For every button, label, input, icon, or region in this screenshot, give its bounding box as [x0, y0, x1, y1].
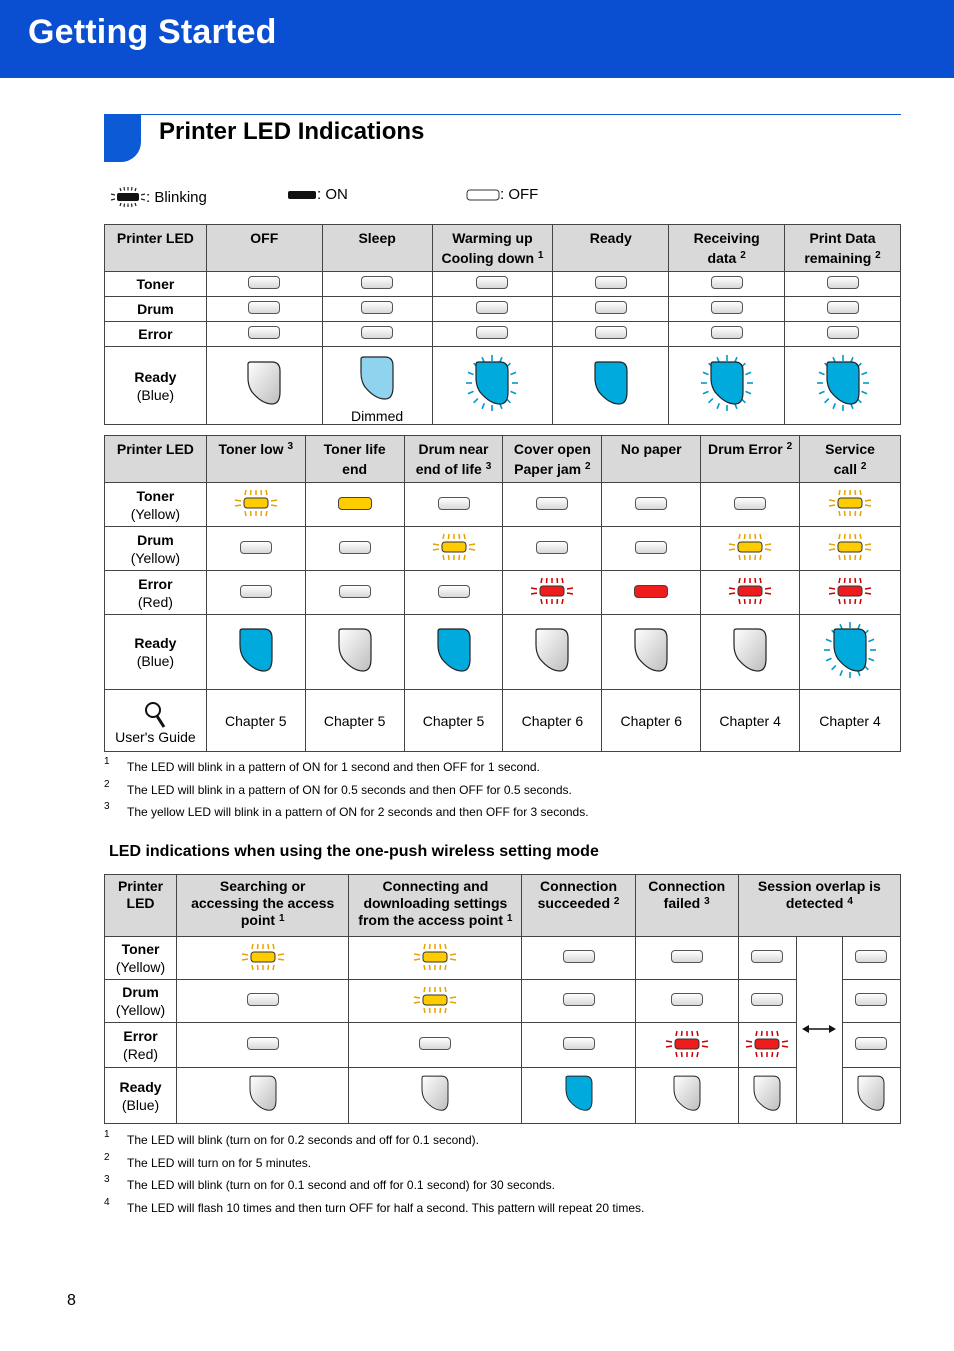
- footnote: [104, 1151, 894, 1172]
- footnote: [104, 1129, 894, 1149]
- led-blinking-icon: [240, 959, 286, 975]
- legend-on-label: : ON: [317, 186, 348, 203]
- led-off-icon: [248, 301, 280, 317]
- t1-cell: [206, 322, 322, 347]
- t1-header-0: Printer LED: [105, 225, 207, 272]
- led-off-icon: [240, 585, 272, 601]
- t2-row-label-1: Drum (Yellow): [105, 527, 207, 571]
- led-off-icon: [827, 326, 859, 342]
- led-blinking-icon: [664, 1046, 710, 1062]
- t3-cell: [635, 937, 738, 980]
- t2-cell: [503, 483, 602, 527]
- section-rule: [141, 114, 901, 115]
- t1-cell: [785, 272, 901, 297]
- led-off-icon: [827, 301, 859, 317]
- led-off-icon: [671, 950, 703, 966]
- footnote-number: 2: [104, 1151, 110, 1163]
- t2-cell: [503, 571, 602, 615]
- section-tab-marker: [104, 114, 141, 162]
- led-blinking-icon: [412, 1002, 458, 1018]
- t2-cell: [305, 571, 404, 615]
- led-off-icon: [339, 585, 371, 601]
- led-off-icon: [635, 497, 667, 513]
- t2-header-5: No paper: [602, 436, 701, 483]
- led-off-icon: [419, 1037, 451, 1053]
- t3-cell: [738, 980, 796, 1023]
- t1-cell: [206, 272, 322, 297]
- t2-header-3: Drum near end of life $^3$: [404, 436, 503, 483]
- t1-cell: [785, 297, 901, 322]
- led-off-icon: [671, 993, 703, 1009]
- legend-blinking: [110, 186, 207, 208]
- t3-cell: [177, 1068, 349, 1124]
- ready-led-icon-t1-5: [811, 352, 875, 419]
- table-row: [105, 1023, 901, 1068]
- t3-cell: [522, 937, 635, 980]
- led-off-icon: [536, 497, 568, 513]
- t1-cell: [669, 272, 785, 297]
- led-off-icon: [855, 1037, 887, 1053]
- led-off-icon: [595, 326, 627, 342]
- led-off-icon: [476, 301, 508, 317]
- led-off-icon: [635, 541, 667, 557]
- footnote: [104, 1174, 894, 1194]
- t1-cell: [553, 347, 669, 425]
- footnote: [104, 756, 894, 776]
- t1-cell: [553, 272, 669, 297]
- t2-header-2: Toner life end: [305, 436, 404, 483]
- t1-header-1: OFF: [206, 225, 322, 272]
- led-on-icon: [634, 585, 668, 601]
- led-off-icon: [711, 301, 743, 317]
- footnote-text: The LED will blink in a pattern of ON for 1 second and then OFF for 1 second.: [127, 760, 540, 774]
- t3-header-1: Searching or accessing the access point $^1$: [177, 875, 349, 937]
- ready-led-icon-t2-5: [718, 619, 782, 686]
- led-off-icon: [248, 326, 280, 342]
- page-title: Getting Started: [28, 13, 277, 51]
- magnifier-icon: [143, 701, 167, 729]
- t3-cell: [738, 1023, 796, 1068]
- t2-row-label-2: Error (Red): [105, 571, 207, 615]
- led-off-icon: [361, 276, 393, 292]
- t2-cell: [206, 483, 305, 527]
- users-guide-cell: [105, 690, 207, 752]
- t2-cell: [206, 615, 305, 690]
- t2-cell: [305, 483, 404, 527]
- t1-row-label-3: Ready (Blue): [105, 347, 207, 425]
- led-off-icon: [361, 326, 393, 342]
- t3-cell: [522, 1023, 635, 1068]
- t2-header-6: Drum Error $^2$: [701, 436, 800, 483]
- ready-led-icon-t3-1: [409, 1068, 461, 1123]
- t2-cell: [602, 483, 701, 527]
- t1-row-label-2: Error: [105, 322, 207, 347]
- led-off-icon: [711, 276, 743, 292]
- t3-cell: [177, 937, 349, 980]
- t2-header-7: Service call $^2$: [800, 436, 901, 483]
- t1-cell: [553, 297, 669, 322]
- t3-cell: [349, 1023, 522, 1068]
- legend-off-label: : OFF: [500, 186, 539, 203]
- t2-cell: [404, 571, 503, 615]
- footnote-number: 2: [104, 778, 110, 790]
- table-row: [105, 483, 901, 527]
- led-off-icon: [339, 541, 371, 557]
- led-off-icon: [855, 950, 887, 966]
- t2-header-4: Cover open Paper jam $^2$: [503, 436, 602, 483]
- chapter-reference: Chapter 5: [305, 690, 404, 752]
- t1-cell: [669, 347, 785, 425]
- legend-on: [287, 186, 348, 203]
- chapter-reference: Chapter 6: [503, 690, 602, 752]
- led-off-icon: [563, 1037, 595, 1053]
- t3-cell: [635, 1068, 738, 1124]
- led-off-icon: [438, 585, 470, 601]
- header-banner: [0, 0, 954, 78]
- blinking-led-icon: [110, 186, 146, 208]
- ready-led-icon-t3-2: [553, 1068, 605, 1123]
- t2-cell: [701, 571, 800, 615]
- t1-cell: [669, 322, 785, 347]
- t3-cell: [635, 980, 738, 1023]
- t1-cell: [785, 322, 901, 347]
- t3-cell: [177, 980, 349, 1023]
- chapter-reference: Chapter 4: [701, 690, 800, 752]
- led-off-icon: [751, 993, 783, 1009]
- led-off-icon: [563, 950, 595, 966]
- led-blinking-icon: [412, 959, 458, 975]
- ready-led-icon-t2-1: [323, 619, 387, 686]
- double-arrow-icon: [801, 1023, 837, 1035]
- led-off-icon: [734, 497, 766, 513]
- chapter-reference: Chapter 6: [602, 690, 701, 752]
- led-blinking-icon: [431, 549, 477, 565]
- led-blinking-icon: [827, 549, 873, 565]
- t1-cell: [322, 272, 432, 297]
- led-table-wireless: [104, 874, 901, 1124]
- ready-led-icon-t3-0: [237, 1068, 289, 1123]
- ready-led-icon-t1-2: [460, 352, 524, 419]
- ready-led-icon-t2-2: [422, 619, 486, 686]
- t2-cell: [800, 527, 901, 571]
- table-row: [105, 297, 901, 322]
- t1-cell: [206, 297, 322, 322]
- t3-header-2: Connecting and downloading settings from the access point $^1$: [349, 875, 522, 937]
- led-off-icon: [476, 326, 508, 342]
- footnote-number: 1: [104, 756, 110, 767]
- led-off-icon: [563, 993, 595, 1009]
- section-title: Printer LED Indications: [159, 118, 425, 145]
- legend-off: [466, 186, 538, 203]
- chapter-reference: Chapter 4: [800, 690, 901, 752]
- table-row: [105, 347, 901, 425]
- table-row: [105, 690, 901, 752]
- t2-cell: [305, 615, 404, 690]
- t1-cell: [206, 347, 322, 425]
- chapter-reference: Chapter 5: [206, 690, 305, 752]
- t1-cell: [322, 297, 432, 322]
- ready-led-icon-t1-3: [579, 352, 643, 419]
- t2-cell: [701, 527, 800, 571]
- t1-cell: [432, 322, 553, 347]
- t2-cell: [404, 527, 503, 571]
- t3-cell: [738, 1068, 796, 1124]
- t2-cell: [503, 527, 602, 571]
- footnote-text: The LED will blink (turn on for 0.1 second and off for 0.1 second) for 30 seconds.: [127, 1178, 556, 1192]
- footnote-text: The LED will blink (turn on for 0.2 seconds and off for 0.1 second).: [127, 1133, 479, 1147]
- off-led-icon: [466, 188, 500, 202]
- led-blinking-icon: [827, 593, 873, 609]
- on-led-icon: [287, 189, 317, 201]
- t3-row-label-1: Drum (Yellow): [105, 980, 177, 1023]
- dimmed-label: Dimmed: [351, 408, 404, 424]
- led-off-icon: [595, 276, 627, 292]
- led-off-icon: [595, 301, 627, 317]
- led-off-icon: [361, 301, 393, 317]
- t1-row-label-0: Toner: [105, 272, 207, 297]
- led-off-icon: [751, 950, 783, 966]
- wireless-subheading: LED indications when using the one-push wireless setting mode: [109, 843, 599, 860]
- t1-cell: [785, 347, 901, 425]
- t1-cell: [432, 347, 553, 425]
- t1-cell: [553, 322, 669, 347]
- footnote-number: 3: [104, 1174, 110, 1185]
- led-blinking-icon: [233, 505, 279, 521]
- footnote: [104, 778, 894, 799]
- t1-cell: [432, 297, 553, 322]
- table-row: [105, 980, 901, 1023]
- page-number: 8: [67, 1292, 76, 1309]
- t2-row-label-0: Toner (Yellow): [105, 483, 207, 527]
- t1-header-6: Print Data remaining $^2$: [785, 225, 901, 272]
- table-row: [105, 937, 901, 980]
- t3-cell: [738, 937, 796, 980]
- t1-row-label-1: Drum: [105, 297, 207, 322]
- ready-led-icon-t2-3: [520, 619, 584, 686]
- footnote-text: The LED will blink in a pattern of ON for 0.5 seconds and then OFF for 0.5 seconds.: [127, 782, 572, 797]
- t3-cell: [842, 1023, 900, 1068]
- t3-header-5: Session overlap is detected $^4$: [738, 875, 900, 937]
- t3-row-label-0: Toner (Yellow): [105, 937, 177, 980]
- t3-cell: [522, 980, 635, 1023]
- led-off-icon: [476, 276, 508, 292]
- table-row: [105, 527, 901, 571]
- led-blinking-icon: [529, 593, 575, 609]
- table-row: [105, 322, 901, 347]
- t1-header-4: Ready: [553, 225, 669, 272]
- ready-led-icon-t3-4: [741, 1068, 793, 1123]
- ready-led-icon-t2-0: [224, 619, 288, 686]
- t3-row-label-2: Error (Red): [105, 1023, 177, 1068]
- led-blinking-icon: [744, 1046, 790, 1062]
- table-row: [105, 571, 901, 615]
- footnote-text: The LED will turn on for 5 minutes.: [127, 1155, 312, 1170]
- t3-header-0: Printer LED: [105, 875, 177, 937]
- t2-cell: [206, 571, 305, 615]
- led-table-errors: [104, 435, 901, 752]
- t1-header-3: Warming up Cooling down $^1$: [432, 225, 553, 272]
- table-row: [105, 1068, 901, 1124]
- t1-cell: [322, 347, 432, 425]
- t3-row-label-3: Ready (Blue): [105, 1068, 177, 1124]
- t2-cell: [503, 615, 602, 690]
- t3-cell: [522, 1068, 635, 1124]
- led-off-icon: [247, 993, 279, 1009]
- t2-cell: [701, 483, 800, 527]
- ready-led-icon-t3-3: [661, 1068, 713, 1123]
- led-table-basic: [104, 224, 901, 425]
- t2-cell: [305, 527, 404, 571]
- t3-cell: [349, 937, 522, 980]
- ready-led-icon-t1-1: [345, 347, 409, 414]
- footnote-number: 3: [104, 801, 110, 812]
- t3-cell: [349, 1068, 522, 1124]
- alternating-arrow-cell: [796, 937, 842, 1124]
- led-off-icon: [240, 541, 272, 557]
- footnote-number: 1: [104, 1129, 110, 1140]
- legend-blinking-label: : Blinking: [146, 188, 207, 206]
- users-guide-label: User's Guide: [115, 728, 196, 745]
- t2-cell: [404, 483, 503, 527]
- t3-cell: [349, 980, 522, 1023]
- led-off-icon: [248, 276, 280, 292]
- t2-cell: [701, 615, 800, 690]
- t2-cell: [602, 615, 701, 690]
- t1-header-5: Receiving data $^2$: [669, 225, 785, 272]
- table-row: [105, 272, 901, 297]
- chapter-reference: Chapter 5: [404, 690, 503, 752]
- ready-led-icon-t1-0: [232, 352, 296, 419]
- t2-cell: [800, 571, 901, 615]
- ready-led-icon-t2-4: [619, 619, 683, 686]
- footnote-text: The yellow LED will blink in a pattern of ON for 2 seconds and then OFF for 3 seconds.: [127, 805, 589, 819]
- footnote: [104, 1196, 894, 1217]
- t1-cell: [669, 297, 785, 322]
- ready-led-icon-t2-6: [818, 619, 882, 686]
- ready-led-icon-t3-5: [845, 1068, 897, 1123]
- t3-cell: [842, 980, 900, 1023]
- t2-cell: [800, 615, 901, 690]
- led-off-icon: [711, 326, 743, 342]
- t1-cell: [322, 322, 432, 347]
- led-blinking-icon: [727, 549, 773, 565]
- led-blinking-icon: [827, 505, 873, 521]
- led-blinking-icon: [727, 593, 773, 609]
- led-on-icon: [338, 497, 372, 513]
- t3-cell: [177, 1023, 349, 1068]
- t1-cell: [432, 272, 553, 297]
- t2-cell: [602, 527, 701, 571]
- t3-cell: [842, 937, 900, 980]
- t3-cell: [635, 1023, 738, 1068]
- t2-header-1: Toner low $^3$: [206, 436, 305, 483]
- t2-cell: [800, 483, 901, 527]
- footnote-text: The LED will flash 10 times and then turn OFF for half a second. This pattern will repeat 20 times.: [127, 1200, 645, 1215]
- t2-cell: [602, 571, 701, 615]
- t2-row-label-3: Ready (Blue): [105, 615, 207, 690]
- footnote-number: 4: [104, 1196, 110, 1208]
- ready-led-icon-t1-4: [695, 352, 759, 419]
- t2-cell: [404, 615, 503, 690]
- t3-header-4: Connection failed $^3$: [635, 875, 738, 937]
- footnote: [104, 801, 894, 821]
- t1-header-2: Sleep: [322, 225, 432, 272]
- led-off-icon: [827, 276, 859, 292]
- led-off-icon: [438, 497, 470, 513]
- led-off-icon: [247, 1037, 279, 1053]
- t2-header-0: Printer LED: [105, 436, 207, 483]
- led-off-icon: [855, 993, 887, 1009]
- t3-header-3: Connection succeeded $^2$: [522, 875, 635, 937]
- table-row: [105, 615, 901, 690]
- led-off-icon: [536, 541, 568, 557]
- t2-cell: [206, 527, 305, 571]
- t3-cell: [842, 1068, 900, 1124]
